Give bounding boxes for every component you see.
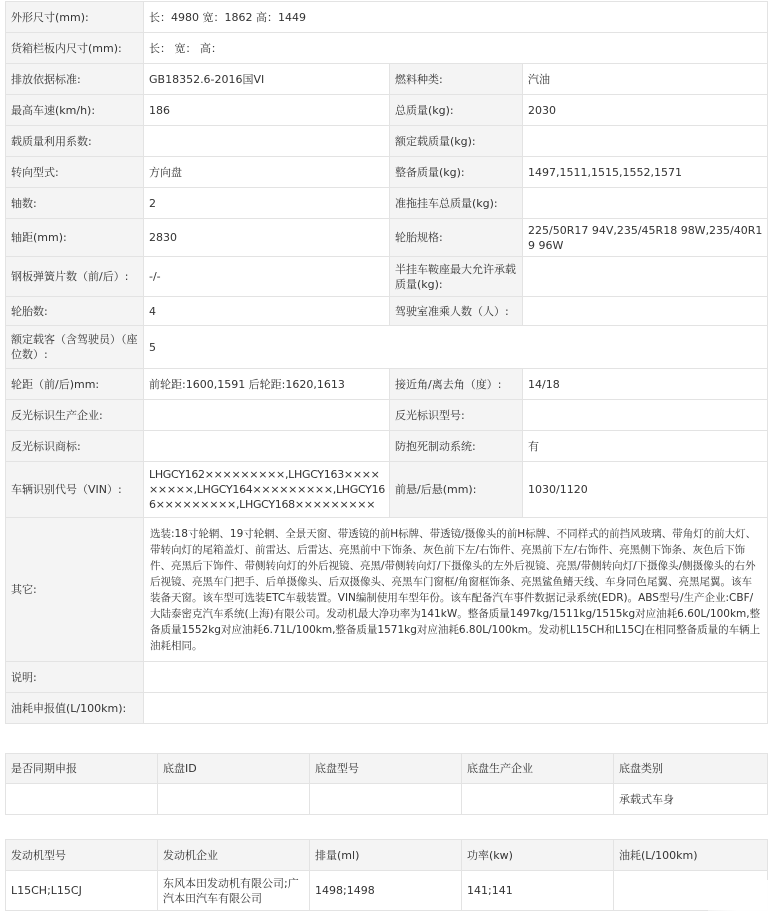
table-row [6,95,768,126]
param-value: -/- [144,257,390,297]
param-label: 其它: [6,518,144,662]
param-value: 2 [144,188,390,219]
param-label: 排放依据标准: [6,64,144,95]
column-header: 底盘ID [158,754,310,784]
param-label: 说明: [6,662,144,693]
table-cell: 承载式车身 [614,784,768,815]
param-label: 最高车速(km/h): [6,95,144,126]
column-header: 底盘生产企业 [462,754,614,784]
table-cell: L15CH;L15CJ [6,871,158,911]
chassis-table [5,753,768,815]
table-row [6,518,768,662]
column-header: 排量(ml) [310,840,462,871]
param-value: 1030/1120 [523,462,768,518]
param-value [523,188,768,219]
vehicle-params-table [5,1,768,724]
param-label: 轮胎数: [6,297,144,326]
param-label: 半挂车鞍座最大允许承载质量(kg): [390,257,523,297]
column-header: 底盘类别 [614,754,768,784]
other-notes: 选装:18寸轮辋、19寸轮辋、全景天窗、带透镜的前H标牌、带透镜/摄像头的前H标牌、不同样式的前挡风玻璃、带角灯的前大灯、带转向灯的尾箱盖灯、前雷达、后雷达、亮黑前中下饰条、灰色前下左/右饰件、亮黑前下左/右饰件、亮黑侧下饰条、灰色后下饰件、亮黑后下饰件、带侧转向灯的外后视镜、亮黑/带侧转向灯/下摄像头的左外后视镜、亮黑/带侧转向灯/下摄像头/侧摄像头的右外后视镜、亮黑车门把手、后单摄像头、后双摄像头、亮黑车门窗框/角窗框饰条、亮黑鲨鱼鳍天线、车身同色尾翼、亮黑尾翼。该车装备天窗。该车型可选装ETC车载装置。VIN编制使用车型年份。该车配备汽车事件数据记录系统(EDR)。ABS型号/生产企业:CBF/大陆泰密克汽车系统(上海)有限公司。发动机最大净功率为141kW。整备质量1497kg/1511kg/1515kg对应油耗6.60L/100km,整备质量1552kg对应油耗6.71L/100km,整备质量1571kg对应油耗6.80L/100km。发动机L15CH和L15CJ在相同整备质量的车辆上油耗相同。 [144,518,768,662]
table-cell: 1498;1498 [310,871,462,911]
param-label: 反光标识商标: [6,431,144,462]
param-value: 方向盘 [144,157,390,188]
column-header: 是否同期申报 [6,754,158,784]
table-row [6,126,768,157]
table-row [6,462,768,518]
param-label: 轮胎规格: [390,219,523,257]
table-row [6,297,768,326]
param-label: 前悬/后悬(mm): [390,462,523,518]
table-row [6,219,768,257]
param-value: 长：4980 宽：1862 高：1449 [144,2,768,33]
table-row [6,369,768,400]
table-row [6,431,768,462]
table-row [6,188,768,219]
param-label: 钢板弹簧片数（前/后）: [6,257,144,297]
param-value: 2830 [144,219,390,257]
watermark-fade [708,880,768,918]
table-cell: 东风本田发动机有限公司;广汽本田汽车有限公司 [158,871,310,911]
param-value [523,126,768,157]
param-label: 转向型式: [6,157,144,188]
table-row [6,326,768,369]
table-row [6,257,768,297]
column-header: 底盘型号 [310,754,462,784]
param-value: 186 [144,95,390,126]
param-label: 额定载客（含驾驶员）（座位数）: [6,326,144,369]
param-value: 4 [144,297,390,326]
param-label: 接近角/离去角（度）: [390,369,523,400]
column-header: 发动机企业 [158,840,310,871]
param-value: 225/50R17 94V,235/45R18 98W,235/40R19 96W [523,219,768,257]
param-value [523,400,768,431]
param-label: 总质量(kg): [390,95,523,126]
param-value: GB18352.6-2016国VI [144,64,390,95]
table-cell: 141;141 [462,871,614,911]
param-label: 准拖挂车总质量(kg): [390,188,523,219]
param-value [523,257,768,297]
column-header: 功率(kw) [462,840,614,871]
param-label: 反光标识型号: [390,400,523,431]
table-header-row [6,754,768,784]
param-value [144,126,390,157]
param-label: 货箱栏板内尺寸(mm): [6,33,144,64]
param-value: 长： 宽： 高： [144,33,768,64]
param-label: 反光标识生产企业: [6,400,144,431]
param-label: 轴数: [6,188,144,219]
table-row [6,2,768,33]
param-label: 额定载质量(kg): [390,126,523,157]
param-value [523,297,768,326]
param-value: 1497,1511,1515,1552,1571 [523,157,768,188]
param-value [144,400,390,431]
param-value: 2030 [523,95,768,126]
param-value: 前轮距:1600,1591 后轮距:1620,1613 [144,369,390,400]
param-label: 驾驶室准乘人数（人）: [390,297,523,326]
param-label: 燃料种类: [390,64,523,95]
param-value: 14/18 [523,369,768,400]
param-value: 有 [523,431,768,462]
table-cell [6,784,158,815]
table-row [6,64,768,95]
param-value [144,431,390,462]
column-header: 发动机型号 [6,840,158,871]
table-header-row [6,840,768,871]
param-label: 载质量利用系数: [6,126,144,157]
param-label: 防抱死制动系统: [390,431,523,462]
param-value: 5 [144,326,768,369]
table-row [6,157,768,188]
table-cell [462,784,614,815]
table-row [6,662,768,693]
param-label: 整备质量(kg): [390,157,523,188]
param-value [144,693,768,724]
table-cell [310,784,462,815]
column-header: 油耗(L/100km) [614,840,768,871]
table-cell [158,784,310,815]
engine-table [5,839,768,911]
param-value: LHGCY162×××××××××,LHGCY163×××××××××,LHGCY164×××××××××,LHGCY166×××××××××,LHGCY168××××××××× [144,462,390,518]
param-label: 轴距(mm): [6,219,144,257]
table-row [6,871,768,911]
param-value: 汽油 [523,64,768,95]
param-label: 外形尺寸(mm): [6,2,144,33]
table-row [6,784,768,815]
param-label: 油耗申报值(L/100km): [6,693,144,724]
table-row [6,400,768,431]
param-value [144,662,768,693]
table-row [6,33,768,64]
param-label: 车辆识别代号（VIN）: [6,462,144,518]
param-label: 轮距（前/后)mm: [6,369,144,400]
table-row [6,693,768,724]
